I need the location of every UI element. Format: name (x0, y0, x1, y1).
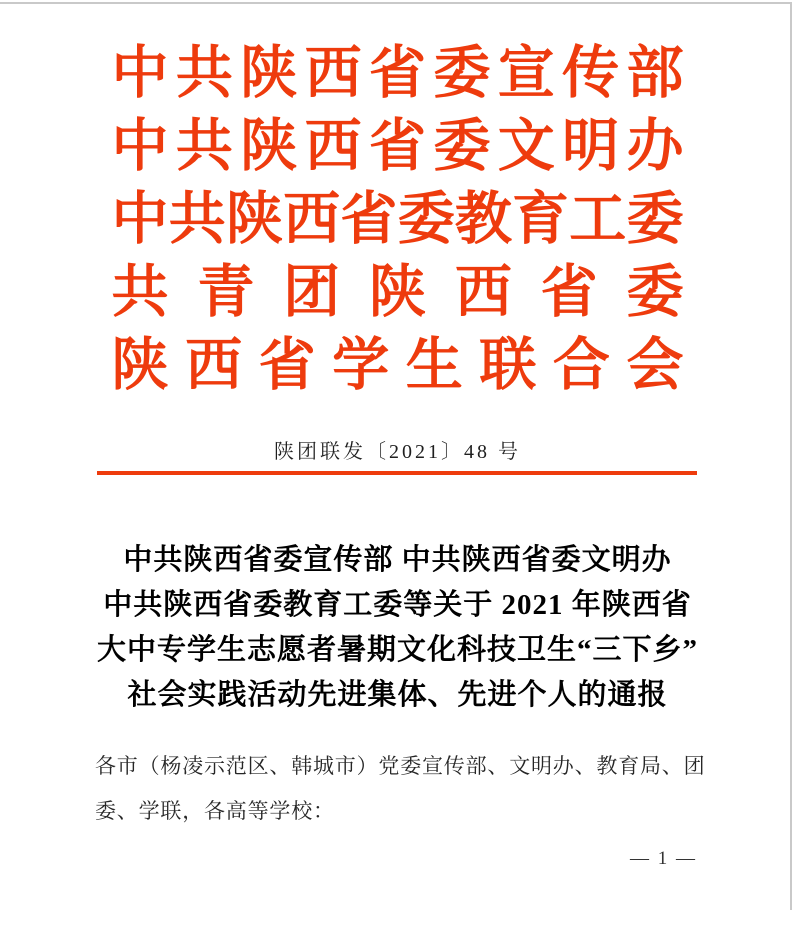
document-title-line: 中共陕西省委教育工委等关于 2021 年陕西省 (103, 589, 692, 621)
letterhead-red-rule (97, 471, 697, 475)
letterhead-org-line: 中 共 陕 西 省 委 宣 传 部 (111, 42, 684, 105)
letterhead-org-block (112, 37, 684, 402)
salutation-line: 各市（杨凌示范区、韩城市）党委宣传部、文明办、教育局、团 (95, 754, 706, 778)
document-title-line: 社会实践活动先进集体、先进个人的通报 (127, 679, 668, 711)
document-title (0, 538, 795, 718)
document-title-line: 中共陕西省委宣传部 中共陕西省委文明办 (123, 544, 672, 576)
letterhead-org-line: 中 共 陕 西 省 委 教 育 工 委 (111, 188, 684, 251)
salutation-line: 委、学联，各高等学校： (95, 799, 335, 823)
salutation-paragraph (95, 744, 706, 834)
document-title-line: 大中专学生志愿者暑期文化科技卫生“三下乡” (96, 634, 698, 666)
letterhead-org-line: 中 共 陕 西 省 委 文 明 办 (111, 115, 684, 178)
viewer-right-edge-line (790, 2, 792, 910)
letterhead-org-line: 共 青 团 陕 西 省 委 (111, 261, 684, 324)
document-reference-number: 陕团联发〔2021〕48 号 (274, 441, 521, 463)
viewer-top-edge-line (0, 2, 791, 4)
page-number: — 1 — (630, 848, 697, 869)
letterhead-org-line: 陕 西 省 学 生 联 合 会 (111, 334, 684, 397)
